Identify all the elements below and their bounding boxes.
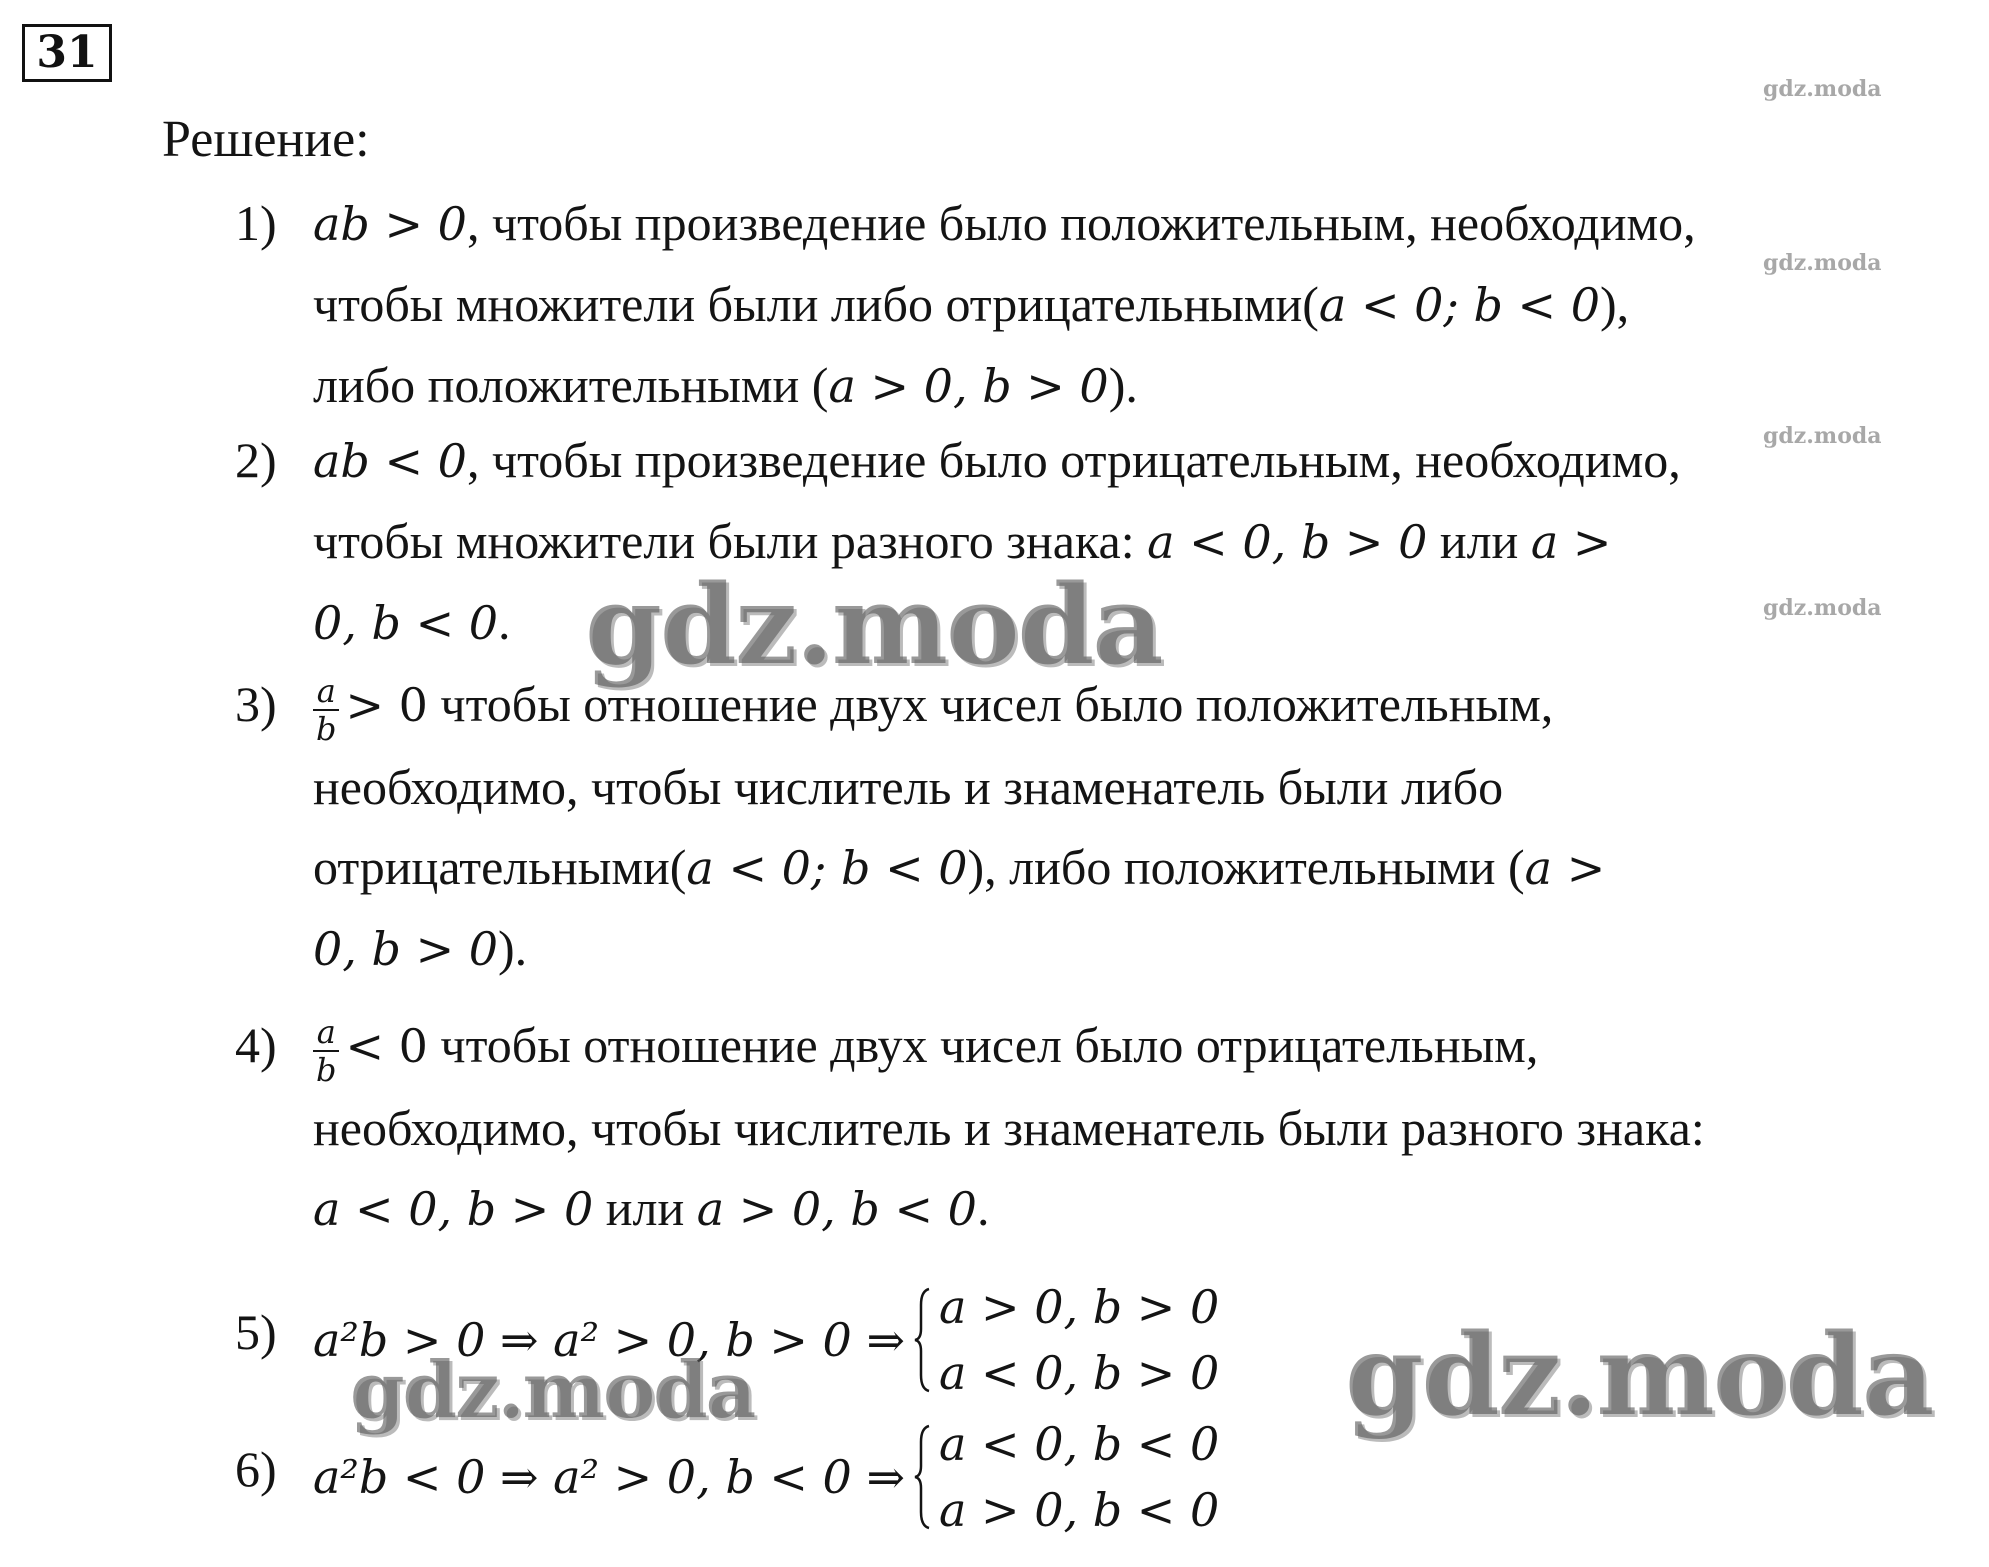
- item-marker: 1): [235, 195, 277, 251]
- math-expression: 0, b > 0: [313, 921, 499, 976]
- text: ).: [1108, 357, 1138, 413]
- item-marker: 4): [235, 1017, 277, 1073]
- case-line: a > 0, b < 0: [938, 1483, 1220, 1537]
- text: либо положительными (: [313, 357, 829, 413]
- watermark-large: gdz.moda: [350, 1345, 755, 1436]
- cases-system: [913, 1274, 1219, 1406]
- text: чтобы отношение двух чисел было отрицательным,: [427, 1017, 1539, 1073]
- text: чтобы множители были либо отрицательными(: [313, 276, 1319, 332]
- text: отрицательными(: [313, 838, 687, 895]
- text: , чтобы произведение было отрицательным, необходимо,: [466, 432, 1681, 488]
- text: чтобы отношение двух чисел было положительным,: [427, 676, 1554, 732]
- solution-item-3: [235, 664, 1959, 989]
- fraction: $\frac{a}{b}$: [313, 673, 339, 747]
- math-expression: < 0: [345, 1019, 428, 1073]
- math-expression: > 0: [345, 678, 428, 732]
- math-expression: a²b < 0 ⇒ a² > 0, b < 0 ⇒: [313, 1450, 905, 1504]
- brace-icon: [913, 1285, 933, 1395]
- math-expression: a < 0, b > 0: [313, 1181, 594, 1236]
- text: необходимо, чтобы числитель и знаменатель были либо: [313, 758, 1504, 815]
- fraction: $\frac{a}{b}$: [313, 1014, 339, 1088]
- item-marker: 6): [235, 1441, 277, 1497]
- solution-heading: Решение:: [162, 111, 370, 168]
- item-marker: 5): [235, 1304, 277, 1360]
- text: чтобы множители были разного знака:: [313, 513, 1148, 569]
- math-expression: ab < 0: [313, 434, 467, 488]
- item-marker: 2): [235, 432, 277, 488]
- text: необходимо, чтобы числитель и знаменатель были разного знака:: [313, 1099, 1705, 1156]
- solution-item-4: [235, 1005, 1959, 1249]
- item-marker: 3): [235, 676, 277, 732]
- text: или: [1427, 513, 1531, 569]
- case-line: a < 0, b < 0: [938, 1417, 1220, 1471]
- watermark-large: gdz.moda: [585, 560, 1162, 689]
- cases-system: [913, 1411, 1219, 1543]
- math-expression: a < 0; b < 0: [686, 840, 968, 895]
- math-expression: a >: [1530, 515, 1612, 569]
- text: .: [498, 594, 511, 650]
- math-expression: a > 0, b < 0: [696, 1181, 977, 1236]
- watermark-small: gdz.moda: [1763, 595, 1882, 621]
- text: ), либо положительными (: [967, 838, 1525, 895]
- case-line: a > 0, b > 0: [938, 1280, 1220, 1334]
- text: ).: [498, 919, 528, 976]
- watermark-large: gdz.moda: [1345, 1310, 1933, 1441]
- solution-item-1: [235, 183, 1959, 426]
- math-expression: ab > 0: [313, 197, 467, 251]
- math-expression: 0, b < 0: [313, 596, 499, 650]
- watermark-small: gdz.moda: [1763, 76, 1882, 102]
- math-expression: a >: [1524, 840, 1606, 895]
- text: или: [593, 1179, 697, 1236]
- math-expression: a²b > 0 ⇒ a² > 0, b > 0 ⇒: [313, 1313, 905, 1367]
- task-number-box: 31: [22, 24, 112, 82]
- math-expression: a < 0; b < 0: [1318, 278, 1600, 332]
- watermark-small: gdz.moda: [1763, 423, 1882, 449]
- text: .: [976, 1179, 990, 1236]
- text: ),: [1600, 276, 1630, 332]
- text: , чтобы произведение было положительным, необходимо,: [466, 195, 1696, 251]
- math-expression: a > 0, b > 0: [828, 359, 1109, 413]
- watermark-small: gdz.moda: [1763, 250, 1882, 276]
- brace-icon: [913, 1422, 933, 1532]
- case-line: a < 0, b > 0: [938, 1346, 1220, 1400]
- math-expression: a < 0, b > 0: [1147, 515, 1428, 569]
